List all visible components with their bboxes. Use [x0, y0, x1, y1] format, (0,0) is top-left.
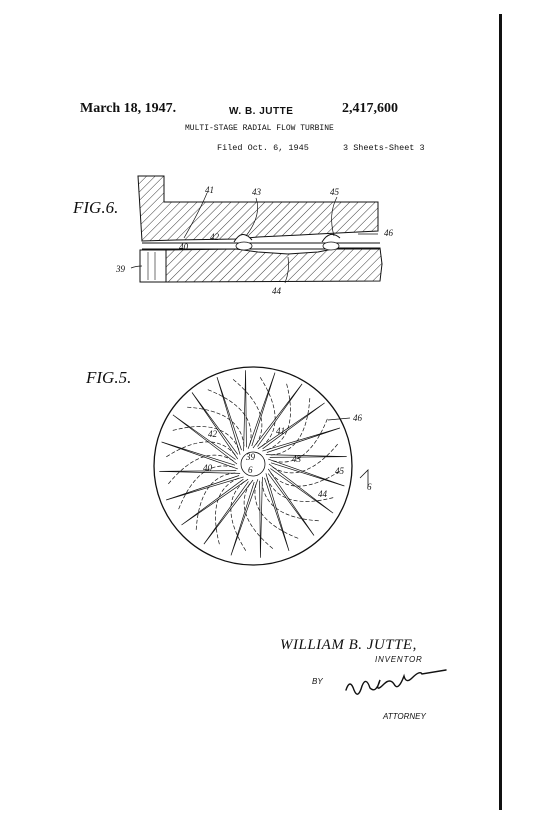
inventor-header: W. B. JUTTE	[229, 106, 294, 117]
fig6-ref-41: 41	[205, 185, 214, 195]
fig5-ref-41: 41	[276, 426, 285, 436]
fig6-lower-block	[166, 248, 382, 282]
fig6-ref-46: 46	[384, 228, 393, 238]
fig5-ref-42: 42	[208, 429, 217, 439]
by-label: BY	[312, 677, 323, 686]
fig5-ref-6a: 6	[248, 465, 253, 475]
fig5-label: FIG.5.	[86, 368, 132, 387]
inventor-role: INVENTOR	[375, 655, 423, 664]
inventor-signature-name: WILLIAM B. JUTTE,	[280, 637, 417, 653]
fig5-ref-45: 45	[335, 466, 344, 476]
patent-title: MULTI-STAGE RADIAL FLOW TURBINE	[185, 124, 334, 133]
patent-number: 2,417,600	[342, 101, 398, 116]
fig6-ref-44: 44	[272, 286, 281, 296]
attorney-role: ATTORNEY	[383, 712, 426, 721]
fig6-ref-42: 42	[210, 232, 219, 242]
fig5-ref-46: 46	[353, 413, 362, 423]
fig6-end-piece	[140, 250, 166, 282]
fig6-label: FIG.6.	[73, 198, 119, 217]
fig5-ref-6b: 6	[367, 482, 372, 492]
attorney-signature	[346, 670, 446, 694]
fig5-drawing	[154, 367, 372, 565]
fig6-ref-40: 40	[179, 242, 188, 252]
fig5-ref-39: 39	[246, 452, 255, 462]
fig5-ref-44: 44	[318, 489, 327, 499]
sheet-number: 3 Sheets-Sheet 3	[343, 143, 425, 153]
fig5-ref-43: 43	[292, 454, 301, 464]
fig6-ref-39: 39	[116, 264, 125, 274]
fig6-nozzle-45	[322, 234, 340, 242]
fig6-ref-43: 43	[252, 187, 261, 197]
fig5-ref-40: 40	[203, 463, 212, 473]
fig6-upper-block	[138, 176, 378, 241]
fig6-ref-45: 45	[330, 187, 339, 197]
filed-date: Filed Oct. 6, 1945	[217, 143, 309, 153]
patent-date: March 18, 1947.	[80, 101, 177, 116]
fig6-drawing	[115, 176, 394, 296]
